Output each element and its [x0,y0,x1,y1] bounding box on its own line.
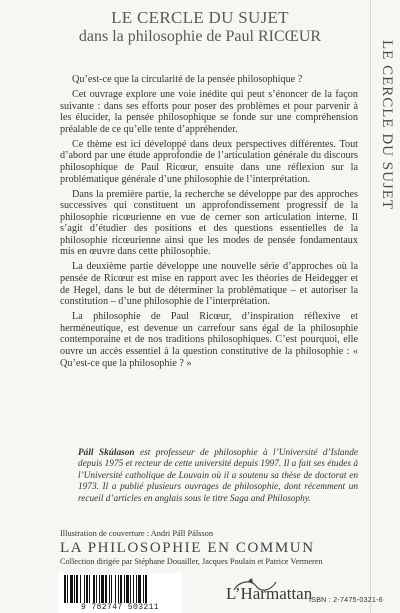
book-subtitle: dans la philosophie de Paul RICŒUR [78,28,322,45]
author-name: Páll Skúlason [78,448,135,458]
illustration-credit: Illustration de couverture : Andri Páll Pálsson [60,529,214,538]
collection-editors: Collection dirigée par Stéphane Douailler, Jacques Poulain et Patrice Vermeren [60,557,323,566]
collection-name: LA PHILOSOPHIE EN COMMUN [60,540,315,556]
isbn: ISBN : 2-7475-0321-6 [309,595,383,604]
author-bio [78,448,358,505]
barcode-number: 9 782747 503211 [58,603,182,612]
barcode-bars-icon [64,575,176,605]
spine-title: LE CERCLE DU SUJET [379,40,395,211]
blurb-paragraph: Dans la première partie, la recherche se développe par des approches successives qui constituent un approfondissement progressif de la philosophie ricœurienne en vue de cerner son articulation interne. Il s’agit d’étudier des positions et des questions essentielles de la philosophie ricœurienne ainsi que les modes de pensée fondamentaux mis en œuvre dans cette philosophie. [60,188,358,258]
blurb-paragraph: Ce thème est ici développé dans deux perspectives différentes. Tout d’abord par une étude approfondie de l’articulation générale du discours philosophique de Paul Ricœur, ensuite dans une réflexion sur la problématique générale d’une philosophie de l’interprétation. [60,138,358,185]
book-title: LE CERCLE DU SUJET [111,8,289,27]
blurb-paragraph: Cet ouvrage explore une voie inédite qui peut s’énoncer de la façon suivante : dans ses efforts pour poser des problèmes et pour parvenir à les élucider, la pensée philosophique se fonde sur une compréhension préalable de ce qu’elle tente d’appréhender. [60,88,358,135]
author-bio-text: est professeur de philosophie à l’Université d’Islande depuis 1975 et recteur de cette université depuis 1997. Il a fait ses études à l’Université catholique de Louvain où il a soutenu sa thèse de doctorat en 1973. Il a publié plusieurs ouvrages de philosophie, dont récemment un recueil d’articles en anglais sous le titre Saga and Philosophy. [78,448,358,504]
blurb-paragraph: La deuxième partie développe une nouvelle série d’approches où la pensée de Ricœur est mise en rapport avec les théories de Heidegger et de Hegel, dans le but de déterminer la problématique – et autoriser la constitution – d’une philosophie de l’interprétation. [60,261,358,308]
blurb [60,74,358,373]
blurb-paragraph: Qu’est-ce que la circularité de la pensée philosophique ? [72,74,303,85]
blurb-paragraph: La philosophie de Paul Ricœur, d’inspiration réflexive et herméneutique, est devenue un carrefour sans égal de la philosophie contemporaine et de nos traditions philosophiques. C’est pourquoi, elle ouvre un accès essentiel à la question constitutive de la philosophie : « Qu’est-ce que la philosophie ? » [60,311,358,369]
publisher-logo: L’Harmattan [226,584,313,603]
